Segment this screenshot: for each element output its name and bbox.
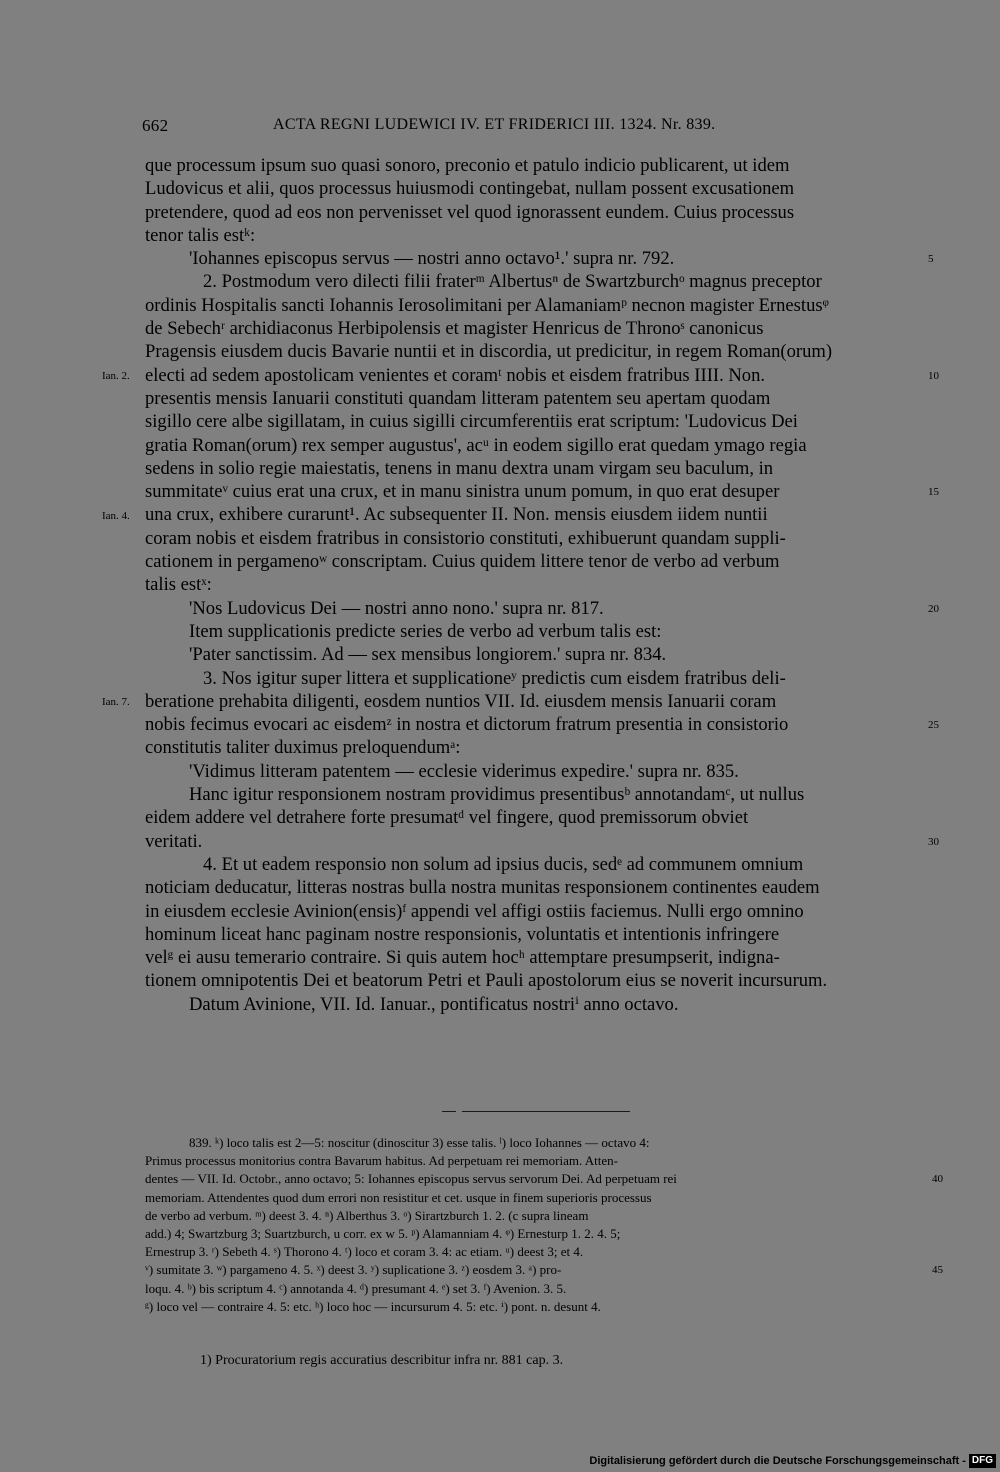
text-line: beratione prehabita diligenti, eosdem nuntios VII. Id. eiusdem mensis Ianuarii coram	[145, 690, 777, 712]
text-line: summitateᵛ cuius erat una crux, et in manu sinistra unum pomum, in quo erat desuper	[145, 481, 780, 503]
footnote: 1) Procuratorium regis accuratius describitur infra nr. 881 cap. 3.	[200, 1353, 564, 1368]
quote-line: 'Vidimus litteram patentem — ecclesie viderimus expedire.' supra nr. 835.	[189, 760, 739, 782]
text-line: veritati.	[145, 830, 203, 852]
dating-line: Datum Avinione, VII. Id. Ianuar., pontificatus nostriⁱ anno octavo.	[189, 993, 679, 1015]
text-line: electi ad sedem apostolicam venientes et coramᵗ nobis et eisdem fratribus IIII. Non.	[145, 364, 766, 386]
text-line: nobis fecimus evocari ac eisdemᶻ in nostra et dictorum fratrum presentia in consistorio	[145, 714, 789, 736]
separator-rule	[442, 1111, 456, 1112]
text-line: Pragensis eiusdem ducis Bavarie nuntii et in discordia, ut predicitur, in regem Roman(orum)	[145, 341, 833, 363]
quote-line: 'Nos Ludovicus Dei — nostri anno nono.' supra nr. 817.	[189, 597, 604, 619]
text-line: sedens in solio regie maiestatis, tenens in manu dextra unam virgam seu baculum, in	[145, 457, 774, 479]
text-line: presentis mensis Ianuarii constituti quandam litteram patentem seu apertam quodam	[145, 387, 771, 409]
apparatus-line: add.) 4; Swartzburg 3; Suartzburch, u corr. ex w 5. ᵖ) Alamanniam 4. ᵠ) Ernesturp 1. 2. 4. 5;	[145, 1226, 621, 1242]
text-line: constitutis taliter duximus preloquendumᵃ:	[145, 737, 461, 759]
line-number: 45	[932, 1264, 943, 1277]
critical-apparatus	[145, 1134, 927, 1316]
text-line: eidem addere vel detrahere forte presumatᵈ vel fingere, quod premissorum obviet	[145, 807, 749, 829]
line-number: 30	[928, 835, 939, 848]
line-number: 40	[932, 1173, 943, 1186]
text-line: noticiam deducatur, litteras nostras bulla nostra munitas responsionem continentes eaudem	[145, 877, 820, 899]
text-line: coram nobis et eisdem fratribus in consistorio constituti, exhibuerunt quandam suppli-	[145, 527, 786, 549]
text-line: Ludovicus et alii, quos processus huiusmodi contingebat, nullam possent excusationem	[145, 178, 795, 200]
text-line: velᵍ ei ausu temerario contraire. Si quis autem hocʰ attemptare presumpserit, indigna-	[145, 947, 780, 969]
text-line: de Sebechʳ archidiaconus Herbipolensis et magister Henricus de Thronoˢ canonicus	[145, 318, 764, 340]
line-number: 5	[928, 253, 934, 266]
apparatus-line: Primus processus monitorius contra Bavarum habitus. Ad perpetuam rei memoriam. Atten-	[145, 1153, 618, 1169]
apparatus-line: de verbo ad verbum. ᵐ) deest 3. 4. ⁿ) Alberthus 3. ᵒ) Sirartzburch 1. 2. (c supra lineam	[145, 1207, 589, 1223]
paragraph-start: 2. Postmodum vero dilecti filii fraterᵐ Albertusⁿ de Swartzburchᵒ magnus preceptor	[203, 271, 822, 293]
text-line: que processum ipsum suo quasi sonoro, preconio et patulo indicio publicarent, ut idem	[145, 155, 790, 176]
margin-date: Ian. 4.	[102, 509, 130, 522]
text-line: cationem in pergamenoʷ conscriptam. Cuius quidem littere tenor de verbo ad verbum	[145, 551, 780, 573]
margin-date: Ian. 7.	[102, 695, 130, 708]
page-number: 662	[142, 116, 169, 135]
text-line: sigillo cere albe sigillatam, in cuius sigilli circumferentiis erat scriptum: 'Ludovicus Dei	[145, 411, 798, 433]
paragraph-start: Hanc igitur responsionem nostram providimus presentibusᵇ annotandamᶜ, ut nullus	[189, 784, 805, 806]
quote-line: 'Pater sanctissim. Ad — sex mensibus longiorem.' supra nr. 834.	[189, 644, 667, 666]
separator-rule	[462, 1111, 630, 1112]
funding-text: Digitalisierung gefördert durch die Deutsche Forschungsgemeinschaft -	[589, 1455, 966, 1467]
paragraph-start: 4. Et ut eadem responsio non solum ad ipsius ducis, sedᵉ ad communem omnium	[203, 853, 804, 875]
text-line: pretendere, quod ad eos non pervenisset vel quod ignorassent eundem. Cuius processus	[145, 201, 795, 223]
paragraph-start: 3. Nos igitur super littera et supplicationeʸ predictis cum eisdem fratribus deli-	[203, 667, 786, 689]
apparatus-line: dentes — VII. Id. Octobr., anno octavo; 5: Iohannes episcopus servus servorum Dei. Ad perpetuam rei	[145, 1171, 677, 1187]
running-title: ACTA REGNI LUDEWICI IV. ET FRIDERICI III. 1324. Nr. 839.	[273, 116, 716, 133]
line-number: 25	[928, 719, 939, 732]
text-line: in eiusdem ecclesie Avinion(ensis)ᶠ appendi vel affigi ostiis faciemus. Nulli ergo omnino	[145, 900, 804, 922]
line-number: 20	[928, 602, 939, 615]
margin-date: Ian. 2.	[102, 369, 130, 382]
line-number: 15	[928, 486, 939, 499]
apparatus-line: ᵍ) loco vel — contraire 4. 5: etc. ʰ) loco hoc — incursurum 4. 5: etc. ⁱ) pont. n. desunt 4.	[145, 1298, 601, 1314]
main-text	[145, 154, 923, 1016]
line-number: 10	[928, 369, 939, 382]
funding-banner	[589, 1453, 996, 1469]
text-line: hominum liceat hanc paginam nostre responsionis, voluntatis et intentionis infringere	[145, 923, 780, 945]
apparatus-line: Ernestrup 3. ʳ) Sebeth 4. ˢ) Thorono 4. ᵗ) loco et coram 3. 4: ac etiam. ᵘ) deest 3; et 4.	[145, 1244, 584, 1260]
text-line: ordinis Hospitalis sancti Iohannis Ierosolimitani per Alamaniamᵖ necnon magister Ernestusᵠ	[145, 294, 829, 316]
running-header	[142, 116, 922, 140]
text-line: tenor talis estᵏ:	[145, 224, 256, 246]
text-line: talis estˣ:	[145, 574, 212, 596]
apparatus-line: ᵛ) sumitate 3. ʷ) pargameno 4. 5. ˣ) deest 3. ʸ) suplicatione 3. ᶻ) eosdem 3. ᵃ) pro-	[145, 1262, 562, 1278]
text-line: gratia Roman(orum) rex semper augustus', acᵘ in eodem sigillo erat quedam ymago regia	[145, 434, 807, 456]
text-line: una crux, exhibere curarunt¹. Ac subsequenter II. Non. mensis eiusdem iidem nuntii	[145, 504, 768, 526]
apparatus-line: 839. ᵏ) loco talis est 2—5: noscitur (dinoscitur 3) esse talis. ˡ) loco Iohannes — octavo 4:	[189, 1135, 650, 1150]
text-line: Item supplicationis predicte series de verbo ad verbum talis est:	[189, 620, 662, 642]
dfg-logo: DFG	[969, 1454, 996, 1468]
apparatus-line: loqu. 4. ᵇ) bis scriptum 4. ᶜ) annotanda 4. ᵈ) presumant 4. ᵉ) set 3. ᶠ) Avenion. 3. 5.	[145, 1280, 567, 1296]
quote-line: 'Iohannes episcopus servus — nostri anno octavo¹.' supra nr. 792.	[189, 248, 675, 270]
apparatus-line: memoriam. Attendentes quod dum errori non resistitur et cet. usque in finem superioris processus	[145, 1189, 652, 1205]
text-line: tionem omnipotentis Dei et beatorum Petri et Pauli apostolorum eius se noverit incursurum.	[145, 970, 828, 992]
